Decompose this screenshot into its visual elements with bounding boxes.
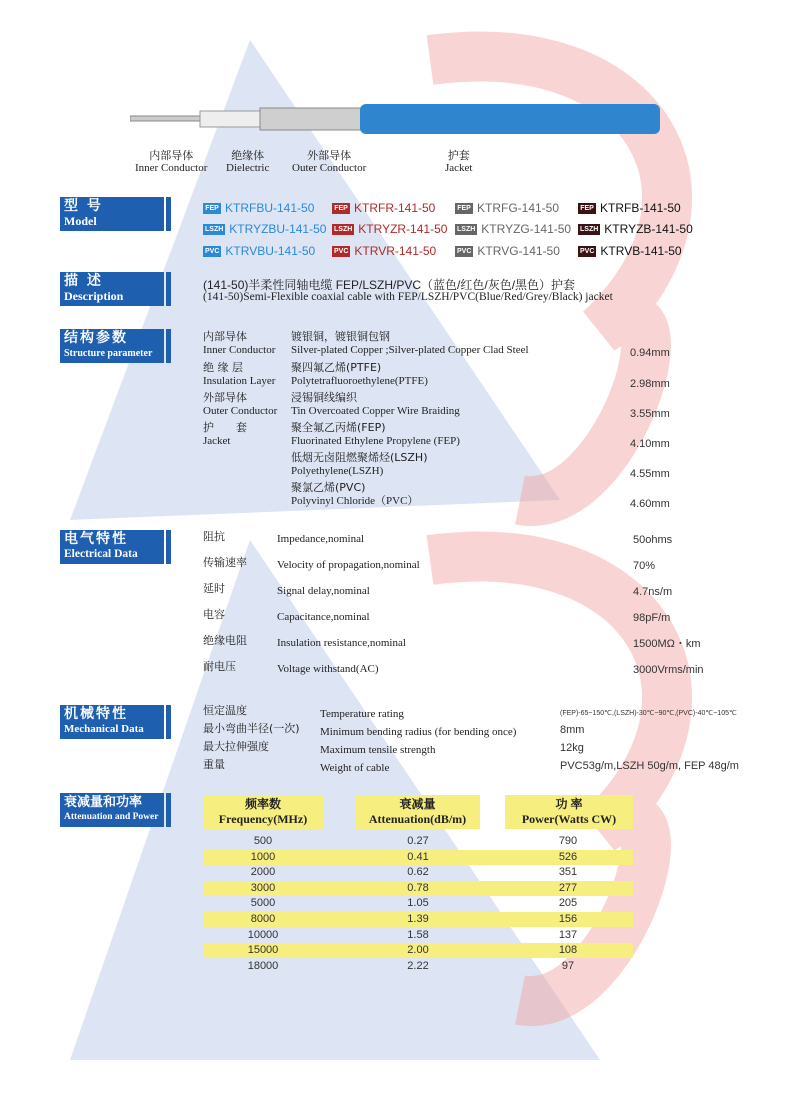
structure-part-zh: 外部导体 xyxy=(203,391,247,404)
model-item xyxy=(578,222,693,236)
structure-value: 2.98mm xyxy=(630,378,670,390)
cable-label-zh: 外部导体 xyxy=(307,150,352,162)
structure-material-zh: 聚四氟乙烯(PTFE) xyxy=(291,361,382,374)
cable-illustration xyxy=(130,98,660,143)
structure-part-en: Insulation Layer xyxy=(203,375,276,387)
model-name: KTRYZB-141-50 xyxy=(604,222,693,236)
cable-label-zh: 内部导体 xyxy=(149,150,194,162)
structure-value: 0.94mm xyxy=(630,347,670,359)
section-title-en: Model xyxy=(64,214,97,228)
column-header-zh: 频率数 xyxy=(244,797,281,811)
structure-value: 4.55mm xyxy=(630,468,670,480)
mechanical-en: Minimum bending radius (for bending once) xyxy=(320,726,517,738)
jacket-tag: PVC xyxy=(457,247,472,255)
table-cell: 0.27 xyxy=(407,835,429,847)
description-zh: (141-50)半柔性同轴电缆 FEP/LSZH/PVC（蓝色/红色/灰色/黑色）护套 xyxy=(203,278,576,292)
mechanical-zh: 重量 xyxy=(203,758,225,771)
electrical-en: Impedance,nominal xyxy=(277,533,365,545)
mechanical-zh: 最大拉伸强度 xyxy=(203,740,269,753)
structure-material-zh: 浸锡铜线编织 xyxy=(291,391,357,404)
table-cell: 1000 xyxy=(250,850,276,863)
structure-part-zh: 护 套 xyxy=(203,421,247,434)
model-item xyxy=(332,244,436,258)
structure-material-zh: 聚全氟乙丙烯(FEP) xyxy=(291,421,386,434)
model-name: KTRYZG-141-50 xyxy=(481,222,572,236)
table-cell: 2.00 xyxy=(407,944,429,957)
table-cell: 18000 xyxy=(247,959,279,972)
table-cell: 0.78 xyxy=(407,881,429,894)
col-attenuation xyxy=(355,795,480,829)
cable-label-jacket xyxy=(445,150,472,174)
structure-material-en: Polytetrafluoroethylene(PTFE) xyxy=(291,375,428,387)
mechanical-value: 8mm xyxy=(560,724,585,736)
table-cell: 5000 xyxy=(250,897,276,910)
column-header-en: Frequency(MHz) xyxy=(218,812,308,826)
table-row xyxy=(203,943,633,958)
electrical-zh: 传输速率 xyxy=(203,556,247,569)
cable-label-en: Dielectric xyxy=(226,162,270,174)
model-name: KTRFG-141-50 xyxy=(477,201,560,215)
electrical-zh: 绝缘电阻 xyxy=(203,634,247,647)
cable-label-en: Jacket xyxy=(445,162,473,174)
structure-material-en: Polyethylene(LSZH) xyxy=(291,465,384,477)
table-cell: 2000 xyxy=(250,866,276,879)
table-row xyxy=(203,912,633,927)
column-header-zh: 衰减量 xyxy=(399,797,436,811)
table-cell: 108 xyxy=(558,944,578,957)
model-item xyxy=(203,222,326,236)
electrical-value: 3000Vrms/min xyxy=(633,664,704,676)
table-row xyxy=(203,865,633,880)
jacket-tag: PVC xyxy=(334,247,349,255)
cable-label-zh: 护套 xyxy=(447,150,470,162)
column-header-zh: 功 率 xyxy=(555,797,583,811)
electrical-en: Insulation resistance,nominal xyxy=(277,637,406,649)
structure-material-en: Fluorinated Ethylene Propylene (FEP) xyxy=(291,435,460,447)
structure-value: 4.10mm xyxy=(630,438,670,450)
electrical-en: Voltage withstand(AC) xyxy=(277,663,379,675)
table-cell: 351 xyxy=(558,866,578,879)
section-title-zh: 描 述 xyxy=(64,273,103,289)
electrical-header xyxy=(60,530,164,564)
col-power xyxy=(505,795,633,829)
cable-label-zh: 绝缘体 xyxy=(231,150,265,162)
description-header xyxy=(60,272,164,306)
structure-material-en: Silver-plated Copper ;Silver-plated Copper Clad Steel xyxy=(291,344,529,356)
structure-material-en: Tin Overcoated Copper Wire Braiding xyxy=(291,405,460,417)
section-title-zh: 机械特性 xyxy=(64,706,128,722)
cable-label-en: Inner Conductor xyxy=(135,162,208,174)
jacket-tag: LSZH xyxy=(580,225,599,233)
jacket-tag: LSZH xyxy=(205,225,224,233)
section-title-zh: 衰减量和功率 xyxy=(64,795,143,810)
model-name: KTRVR-141-50 xyxy=(354,244,437,258)
jacket-tag: FEP xyxy=(203,203,221,214)
model-name: KTRFBU-141-50 xyxy=(225,201,315,215)
model-item xyxy=(455,244,560,258)
col-frequency xyxy=(203,795,323,829)
mechanical-value: 12kg xyxy=(560,742,584,754)
model-item xyxy=(455,201,559,215)
model-name: KTRVBU-141-50 xyxy=(225,244,316,258)
table-row xyxy=(203,959,633,974)
section-title-en: Structure parameter xyxy=(64,348,153,359)
model-item xyxy=(203,244,315,258)
mechanical-zh: 最小弯曲半径(一次) xyxy=(203,722,300,735)
electrical-zh: 电容 xyxy=(203,608,225,621)
mechanical-value: (FEP)-65~150℃,(LSZH)-30℃~90℃,(PVC)-40℃~105℃ xyxy=(560,710,737,717)
section-title-en: Attenuation and Power xyxy=(64,812,159,822)
electrical-zh: 延时 xyxy=(203,582,225,595)
attenuation-header xyxy=(60,793,164,827)
model-name: KTRVB-141-50 xyxy=(600,244,682,258)
table-cell: 277 xyxy=(558,881,578,894)
structure-material-zh: 镀银铜，镀银铜包钢 xyxy=(291,330,390,343)
mechanical-en: Maximum tensile strength xyxy=(320,744,436,756)
electrical-value: 70% xyxy=(633,560,656,572)
model-name: KTRYZBU-141-50 xyxy=(229,222,327,236)
table-row xyxy=(203,896,633,911)
model-item xyxy=(332,201,435,215)
jacket-tag: PVC xyxy=(580,247,595,255)
electrical-value: 98pF/m xyxy=(633,612,671,624)
section-title-en: Description xyxy=(64,289,124,303)
table-cell: 97 xyxy=(561,959,575,972)
section-title-zh: 电气特性 xyxy=(64,531,128,547)
cable-label-outer xyxy=(292,150,366,174)
structure-part-en: Inner Conductor xyxy=(203,344,276,356)
structure-part-zh: 绝 缘 层 xyxy=(203,361,243,374)
structure-part-zh: 内部导体 xyxy=(203,330,247,343)
column-header-en: Power(Watts CW) xyxy=(521,812,617,826)
table-cell: 1.39 xyxy=(407,913,429,925)
table-cell: 1.05 xyxy=(407,897,429,910)
table-cell: 790 xyxy=(558,835,578,847)
mechanical-en: Weight of cable xyxy=(320,762,390,774)
jacket-tag: FEP xyxy=(455,203,473,214)
structure-material-zh: 低烟无卤阻燃聚烯烃(LSZH) xyxy=(291,451,428,464)
table-row xyxy=(203,928,633,943)
model-header xyxy=(60,197,164,231)
jacket-tag: LSZH xyxy=(334,225,353,233)
table-cell: 3000 xyxy=(250,881,276,894)
structure-material-zh: 聚氯乙烯(PVC) xyxy=(291,481,366,494)
table-row xyxy=(203,850,633,865)
jacket-tag: FEP xyxy=(332,203,350,214)
table-cell: 1.58 xyxy=(407,928,429,941)
electrical-zh: 耐电压 xyxy=(203,660,236,673)
model-name: KTRVG-141-50 xyxy=(477,244,560,258)
mechanical-value: PVC53g/m,LSZH 50g/m, FEP 48g/m xyxy=(560,760,739,772)
model-item xyxy=(332,222,447,236)
model-name: KTRFB-141-50 xyxy=(600,201,681,215)
table-row xyxy=(203,881,633,896)
table-cell: 15000 xyxy=(247,944,279,957)
structure-material-en: Polyvinyl Chloride（PVC） xyxy=(291,495,419,507)
column-header-en: Attenuation(dB/m) xyxy=(368,812,467,826)
model-item xyxy=(203,201,314,215)
section-title-en: Electrical Data xyxy=(64,548,138,560)
model-name: KTRFR-141-50 xyxy=(354,201,436,215)
mechanical-zh: 恒定温度 xyxy=(203,704,247,717)
model-item xyxy=(578,244,682,258)
structure-part-en: Jacket xyxy=(203,435,231,447)
electrical-en: Signal delay,nominal xyxy=(277,585,370,597)
structure-header xyxy=(60,329,164,363)
cable-label-inner xyxy=(135,150,207,174)
model-item xyxy=(578,201,681,215)
structure-value: 4.60mm xyxy=(630,498,670,510)
section-title-zh: 结构参数 xyxy=(64,330,128,346)
cable-label-dielectric xyxy=(226,150,269,174)
electrical-en: Capacitance,nominal xyxy=(277,611,370,623)
electrical-value: 1500MΩ・km xyxy=(633,638,701,650)
table-cell: 205 xyxy=(558,897,578,910)
jacket-tag: FEP xyxy=(578,203,596,214)
jacket-tag: LSZH xyxy=(457,225,476,233)
cable-label-en: Outer Conductor xyxy=(292,162,367,174)
table-cell: 0.41 xyxy=(407,850,429,863)
electrical-zh: 阻抗 xyxy=(203,530,225,543)
electrical-value: 4.7ns/m xyxy=(633,586,673,598)
section-title-zh: 型 号 xyxy=(64,198,103,214)
mechanical-header xyxy=(60,705,164,739)
table-cell: 526 xyxy=(558,850,578,863)
mechanical-en: Temperature rating xyxy=(320,708,404,720)
structure-value: 3.55mm xyxy=(630,408,670,420)
table-cell: 2.22 xyxy=(407,959,429,972)
electrical-value: 50ohms xyxy=(633,534,673,546)
table-row xyxy=(203,834,633,849)
table-cell: 156 xyxy=(558,913,578,925)
structure-part-en: Outer Conductor xyxy=(203,405,278,417)
table-cell: 137 xyxy=(558,928,578,941)
table-cell: 0.62 xyxy=(407,866,429,879)
model-item xyxy=(455,222,571,236)
description-en: (141-50)Semi-Flexible coaxial cable with FEP/LSZH/PVC(Blue/Red/Grey/Black) jacket xyxy=(203,291,613,303)
table-cell: 8000 xyxy=(250,913,276,925)
table-cell: 500 xyxy=(253,835,273,847)
section-title-en: Mechanical Data xyxy=(64,723,144,735)
table-cell: 10000 xyxy=(247,928,279,941)
model-name: KTRYZR-141-50 xyxy=(358,222,448,236)
jacket-tag: PVC xyxy=(205,247,220,255)
electrical-en: Velocity of propagation,nominal xyxy=(277,559,420,571)
